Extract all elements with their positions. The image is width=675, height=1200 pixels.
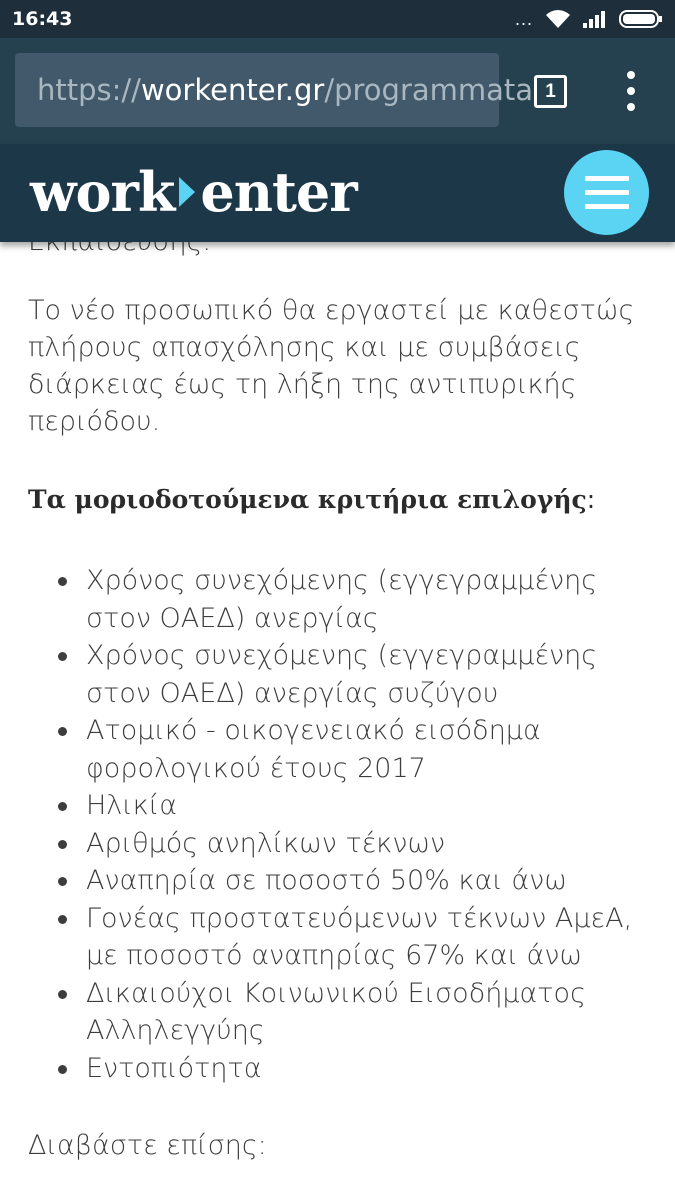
list-item: Δικαιούχοι Κοινωνικού Εισοδήματος Αλληλεγγύης (58, 975, 648, 1050)
url-scheme: https:// (37, 73, 141, 107)
article-paragraph: Το νέο προσωπικό θα εργαστεί με καθεστώς πλήρους απασχόλησης και με συμβάσεις διάρκειας έως τη λήξη της αντιπυρικής περιόδου. (28, 295, 635, 437)
criteria-heading-text: Τα μοριοδοτούμενα κριτήρια επιλογής (28, 485, 587, 514)
hamburger-menu-button[interactable] (564, 150, 649, 235)
tab-switcher-button[interactable] (534, 75, 567, 108)
notification-dots: ... (514, 9, 533, 29)
list-item: Εντοπιότητα (58, 1050, 648, 1088)
list-item: Χρόνος συνεχόμενης (εγγεγραμμένης στον ΟΑΕΔ) ανεργίας (58, 562, 648, 637)
signal-icon (583, 10, 607, 28)
list-item: Χρόνος συνεχόμενης (εγγεγραμμένης στον ΟΑΕΔ) ανεργίας συζύγου (58, 637, 648, 712)
read-also-label: Διαβάστε επίσης: (28, 1130, 267, 1161)
criteria-heading-colon: : (586, 485, 596, 514)
browser-toolbar (0, 38, 675, 144)
criteria-heading (28, 481, 595, 518)
url-path: /programmata (324, 73, 534, 107)
list-item: Ατομικό - οικογενειακό εισόδημα φορολογικού έτους 2017 (58, 712, 648, 787)
logo-text-work: work (30, 160, 175, 224)
logo-text-enter: enter (200, 160, 357, 224)
list-item: Γονέας προστατευόμενων τέκνων ΑμεΑ, με ποσοστό αναπηρίας 67% και άνω (58, 900, 648, 975)
battery-icon (619, 9, 663, 29)
status-icons (515, 9, 663, 29)
article-content (0, 200, 675, 1200)
site-logo[interactable] (30, 162, 357, 222)
status-bar (0, 0, 675, 38)
url-host: workenter.gr (140, 73, 325, 107)
list-item: Ηλικία (58, 787, 648, 825)
wifi-icon (545, 9, 571, 29)
list-item: Αριθμός ανηλίκων τέκνων (58, 825, 648, 863)
list-item: Αναπηρία σε ποσοστό 50% και άνω (58, 862, 648, 900)
criteria-list (58, 562, 648, 1087)
address-bar[interactable] (15, 53, 534, 127)
overflow-menu-icon[interactable] (620, 71, 642, 111)
tab-count: 1 (545, 80, 556, 102)
status-time: 16:43 (12, 8, 73, 30)
logo-arrow-icon (177, 175, 197, 209)
